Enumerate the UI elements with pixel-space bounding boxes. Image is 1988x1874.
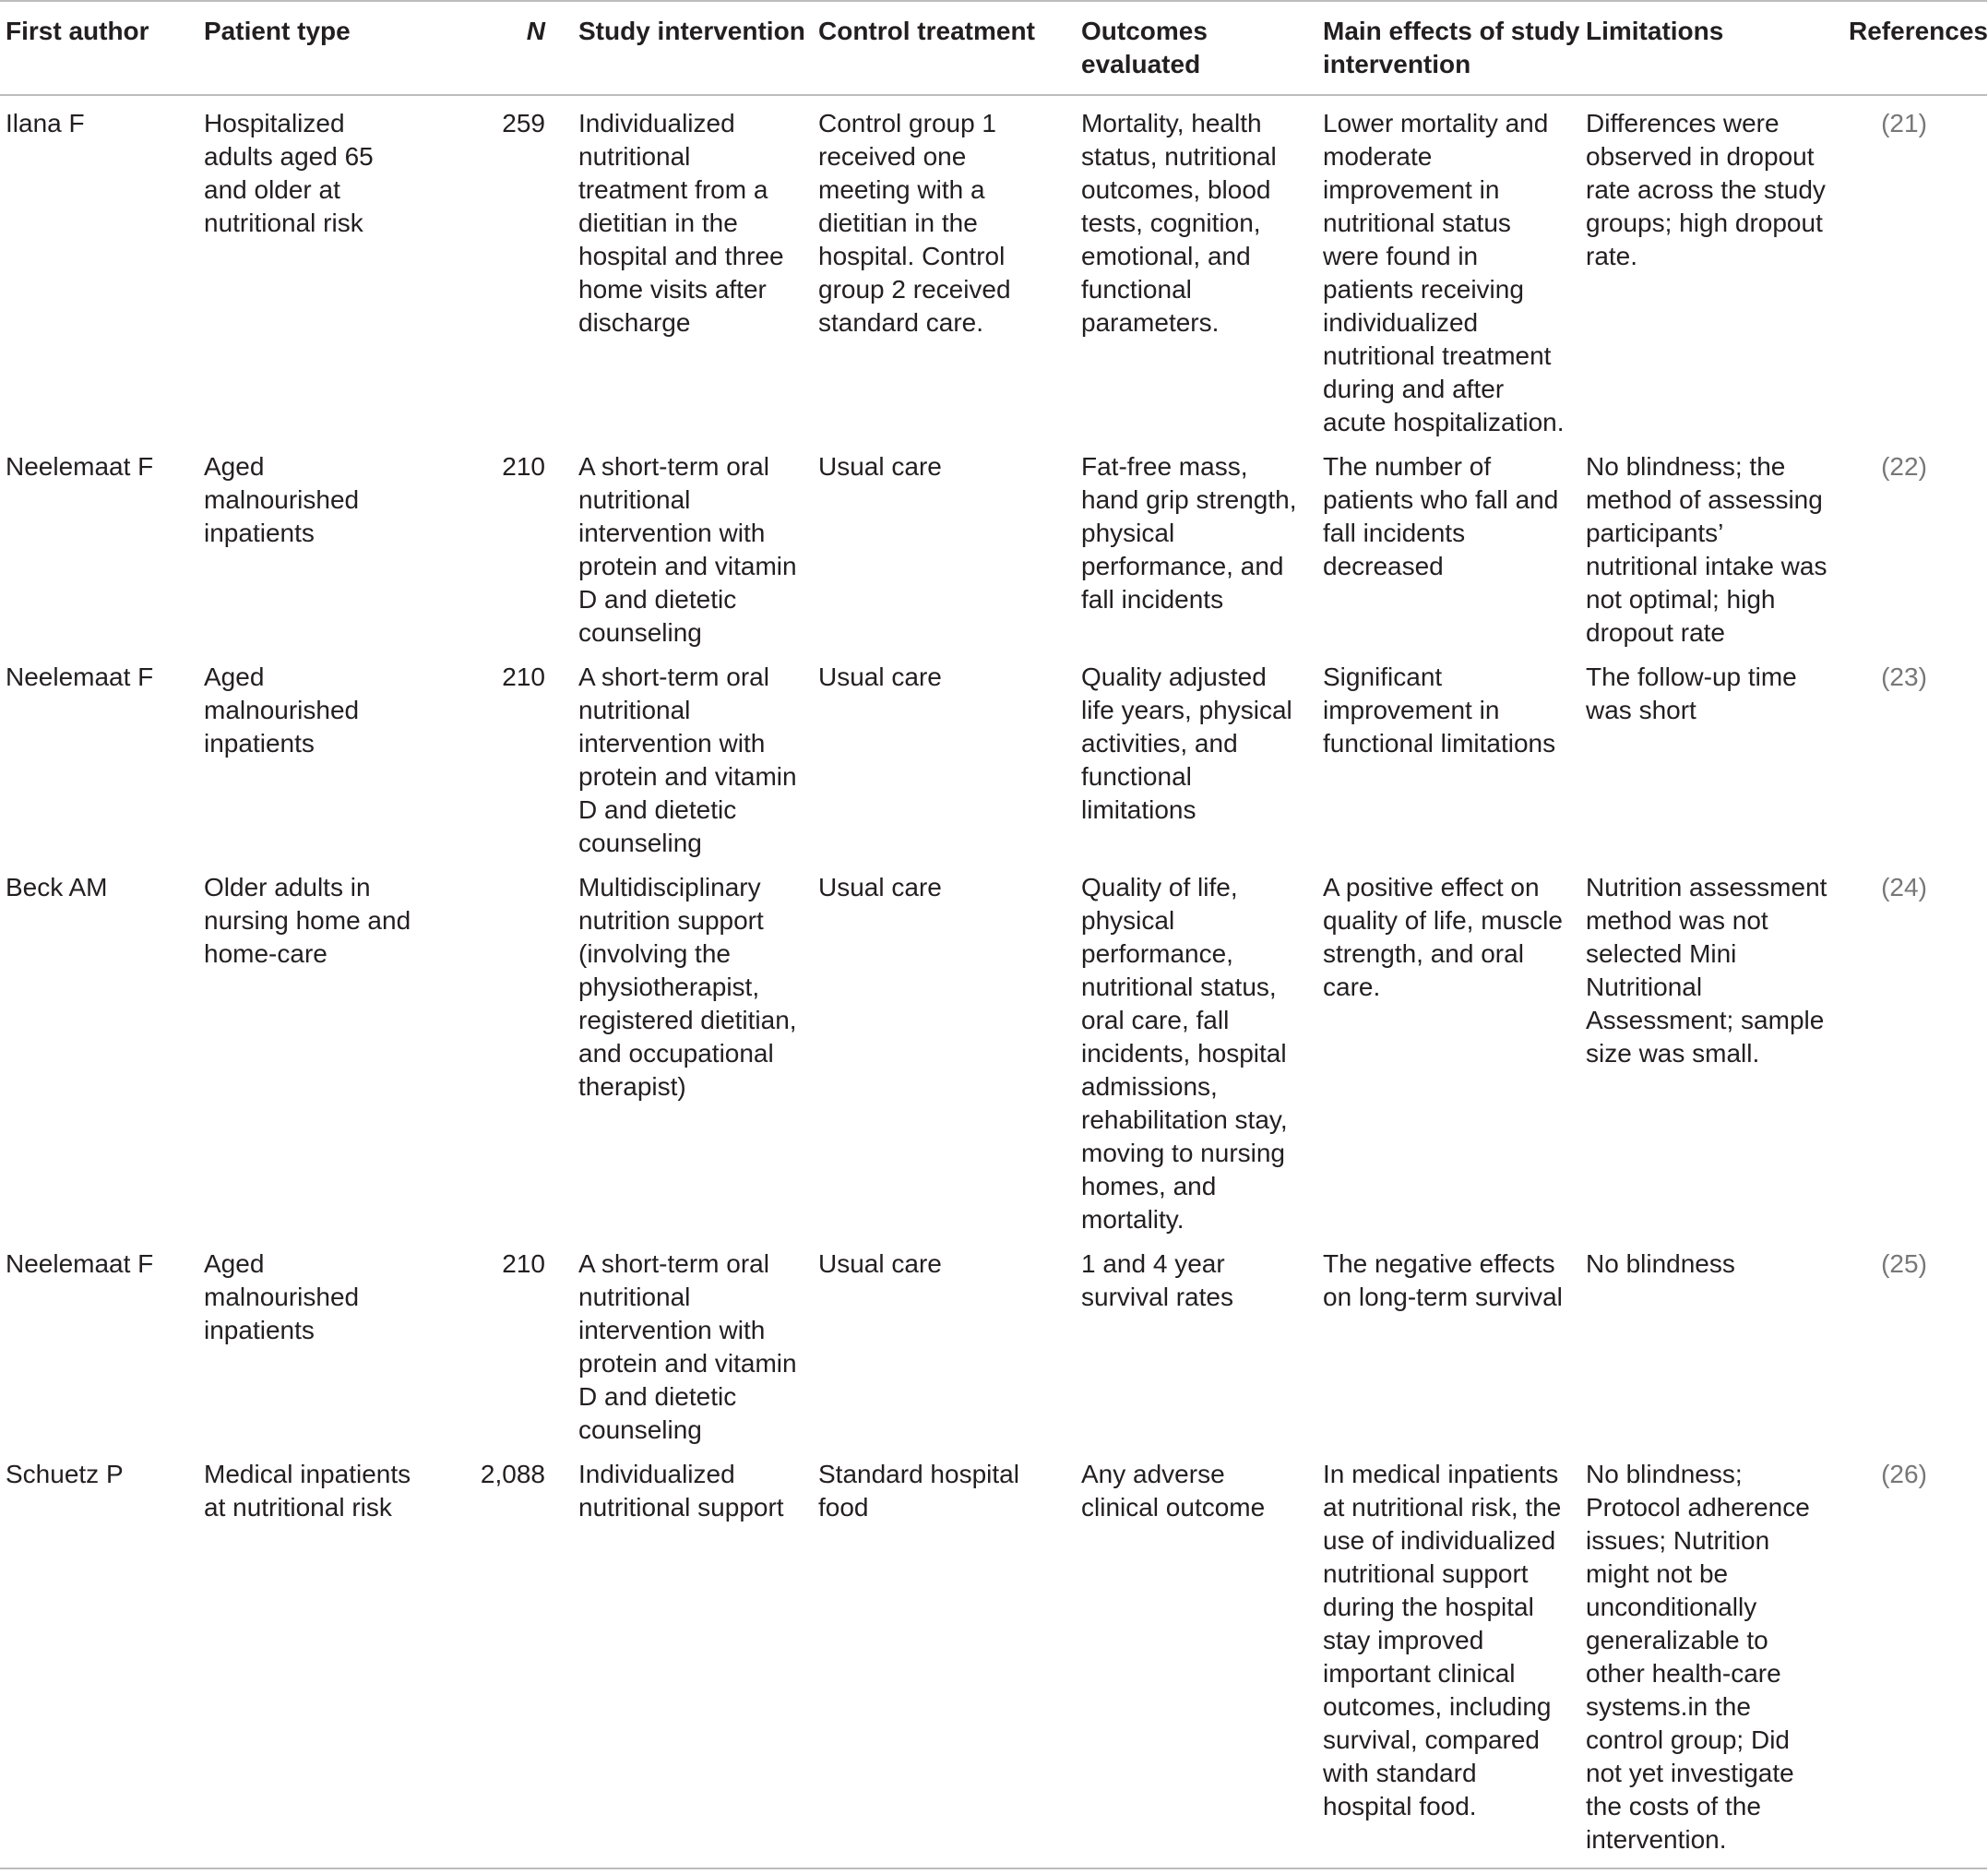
table-row [0, 439, 1987, 650]
cell-outcomes-evaluated [1081, 1447, 1323, 1868]
cell-outcomes-evaluated [1081, 1236, 1323, 1447]
cell-text: 1 and 4 year survival rates [1081, 1249, 1233, 1311]
cell-text: Standard hospital food [818, 1460, 1019, 1522]
cell-first-author [0, 439, 204, 650]
cell-main-effects [1323, 439, 1586, 650]
cell-limitations [1586, 1447, 1849, 1868]
table-row [0, 95, 1987, 439]
cell-text: Individualized nutritional support [578, 1460, 784, 1522]
cell-text: Neelemaat F [6, 662, 154, 691]
cell-text: Mortality, health status, nutritional outcomes, blood tests, cognition, emotional, and functional parameters. [1081, 109, 1277, 337]
cell-limitations [1586, 439, 1849, 650]
cell-text: Neelemaat F [6, 452, 154, 481]
cell-reference: (23) [1881, 662, 1927, 691]
cell-first-author [0, 1447, 204, 1868]
cell-text: A short-term oral nutritional intervention with protein and vitamin D and dietetic counseling [578, 452, 797, 647]
cell-limitations [1586, 650, 1849, 860]
header-limitations: Limitations [1586, 17, 1724, 45]
cell-n: 210 [502, 662, 545, 691]
cell-first-author [0, 1236, 204, 1447]
cell-patient-type [204, 1236, 435, 1447]
header-first-author: First author [6, 17, 149, 45]
table-row [0, 1236, 1987, 1447]
cell-n: 2,088 [480, 1460, 545, 1488]
cell-n: 259 [502, 109, 545, 137]
cell-text: Neelemaat F [6, 1249, 154, 1278]
cell-control-treatment [818, 95, 1081, 439]
cell-reference: (24) [1881, 873, 1927, 901]
cell-outcomes-evaluated [1081, 439, 1323, 650]
cell-text: A positive effect on quality of life, muscle strength, and oral care. [1323, 873, 1563, 1001]
table-body [0, 95, 1987, 1868]
table-row [0, 860, 1987, 1236]
cell-study-intervention [578, 650, 818, 860]
cell-text: Schuetz P [6, 1460, 124, 1488]
cell-text: Older adults in nursing home and home-care [204, 873, 411, 968]
cell-text: No blindness; Protocol adherence issues; Nutrition might not be unconditionally generalizable to other health-care systems.in the control group; Did not yet investigate the costs of the intervention. [1586, 1460, 1810, 1854]
cell-patient-type [204, 1447, 435, 1868]
cell-main-effects [1323, 650, 1586, 860]
header-patient-type: Patient type [204, 17, 351, 45]
cell-text: No blindness [1586, 1249, 1735, 1278]
cell-patient-type [204, 95, 435, 439]
cell-limitations [1586, 95, 1849, 439]
cell-text: Quality adjusted life years, physical activities, and functional limitations [1081, 662, 1292, 824]
cell-text: Any adverse clinical outcome [1081, 1460, 1266, 1522]
cell-text: Usual care [818, 1249, 942, 1278]
cell-reference: (26) [1881, 1460, 1927, 1488]
cell-text: Ilana F [6, 109, 85, 137]
cell-limitations [1586, 1236, 1849, 1447]
cell-text: Usual care [818, 452, 942, 481]
cell-main-effects [1323, 95, 1586, 439]
cell-study-intervention [578, 95, 818, 439]
cell-text: Multidisciplinary nutrition support (involving the physiotherapist, registered dietitian, and occupational therapist) [578, 873, 797, 1101]
cell-reference: (22) [1881, 452, 1927, 481]
cell-text: The negative effects on long-term survival [1323, 1249, 1563, 1311]
cell-outcomes-evaluated [1081, 95, 1323, 439]
header-control-treatment: Control treatment [818, 17, 1035, 45]
cell-first-author [0, 860, 204, 1236]
cell-limitations [1586, 860, 1849, 1236]
cell-outcomes-evaluated [1081, 860, 1323, 1236]
cell-text: A short-term oral nutritional intervention with protein and vitamin D and dietetic counseling [578, 1249, 797, 1444]
header-outcomes-evaluated: Outcomes evaluated [1081, 17, 1208, 78]
cell-first-author [0, 95, 204, 439]
cell-control-treatment [818, 1236, 1081, 1447]
cell-study-intervention [578, 439, 818, 650]
cell-text: Control group 1 received one meeting with a dietitian in the hospital. Control group 2 received standard care. [818, 109, 1011, 337]
cell-text: Lower mortality and moderate improvement in nutritional status were found in patients receiving individualized nutritional treatment during and after acute hospitalization. [1323, 109, 1565, 436]
cell-study-intervention [578, 860, 818, 1236]
cell-text: Aged malnourished inpatients [204, 452, 360, 547]
cell-text: Aged malnourished inpatients [204, 662, 360, 758]
header-references: References [1849, 17, 1988, 45]
cell-n: 210 [502, 1249, 545, 1278]
cell-text: No blindness; the method of assessing participants’ nutritional intake was not optimal; high dropout rate [1586, 452, 1827, 647]
cell-control-treatment [818, 860, 1081, 1236]
table-row [0, 650, 1987, 860]
table-header [0, 1, 1987, 95]
cell-text: Fat-free mass, hand grip strength, physical performance, and fall incidents [1081, 452, 1297, 614]
cell-main-effects [1323, 1236, 1586, 1447]
cell-text: Hospitalized adults aged 65 and older at nutritional risk [204, 109, 374, 237]
cell-control-treatment [818, 1447, 1081, 1868]
cell-study-intervention [578, 1447, 818, 1868]
cell-patient-type [204, 650, 435, 860]
cell-reference: (25) [1881, 1249, 1927, 1278]
cell-control-treatment [818, 439, 1081, 650]
cell-text: Medical inpatients at nutritional risk [204, 1460, 411, 1522]
header-study-intervention: Study intervention [578, 17, 805, 45]
cell-text: The follow-up time was short [1586, 662, 1797, 724]
cell-text: Significant improvement in functional limitations [1323, 662, 1556, 758]
cell-text: Quality of life, physical performance, nutritional status, oral care, fall incidents, hospital admissions, rehabilitation stay, moving to nursing homes, and mortality. [1081, 873, 1288, 1234]
header-row [0, 1, 1987, 95]
header-n: N [526, 17, 545, 45]
cell-text: Nutrition assessment method was not selected Mini Nutritional Assessment; sample size was small. [1586, 873, 1827, 1068]
cell-n: 210 [502, 452, 545, 481]
cell-text: Aged malnourished inpatients [204, 1249, 360, 1344]
cell-text: A short-term oral nutritional intervention with protein and vitamin D and dietetic counseling [578, 662, 797, 857]
cell-study-intervention [578, 1236, 818, 1447]
cell-patient-type [204, 439, 435, 650]
cell-text: Beck AM [6, 873, 108, 901]
cell-text: Usual care [818, 873, 942, 901]
cell-text: Individualized nutritional treatment from a dietitian in the hospital and three home visits after discharge [578, 109, 784, 337]
cell-main-effects [1323, 1447, 1586, 1868]
cell-outcomes-evaluated [1081, 650, 1323, 860]
cell-main-effects [1323, 860, 1586, 1236]
cell-control-treatment [818, 650, 1081, 860]
header-main-effects: Main effects of study intervention [1323, 17, 1580, 78]
cell-text: The number of patients who fall and fall incidents decreased [1323, 452, 1559, 580]
table-row [0, 1447, 1987, 1868]
cell-first-author [0, 650, 204, 860]
cell-text: In medical inpatients at nutritional risk, the use of individualized nutritional support during the hospital stay improved important clinical outcomes, including survival, compared with standard hospital food. [1323, 1460, 1562, 1820]
cell-reference: (21) [1881, 109, 1927, 137]
cell-patient-type [204, 860, 435, 1236]
cell-text: Differences were observed in dropout rate across the study groups; high dropout rate. [1586, 109, 1826, 270]
cell-n [435, 860, 578, 1236]
cell-text: Usual care [818, 662, 942, 691]
